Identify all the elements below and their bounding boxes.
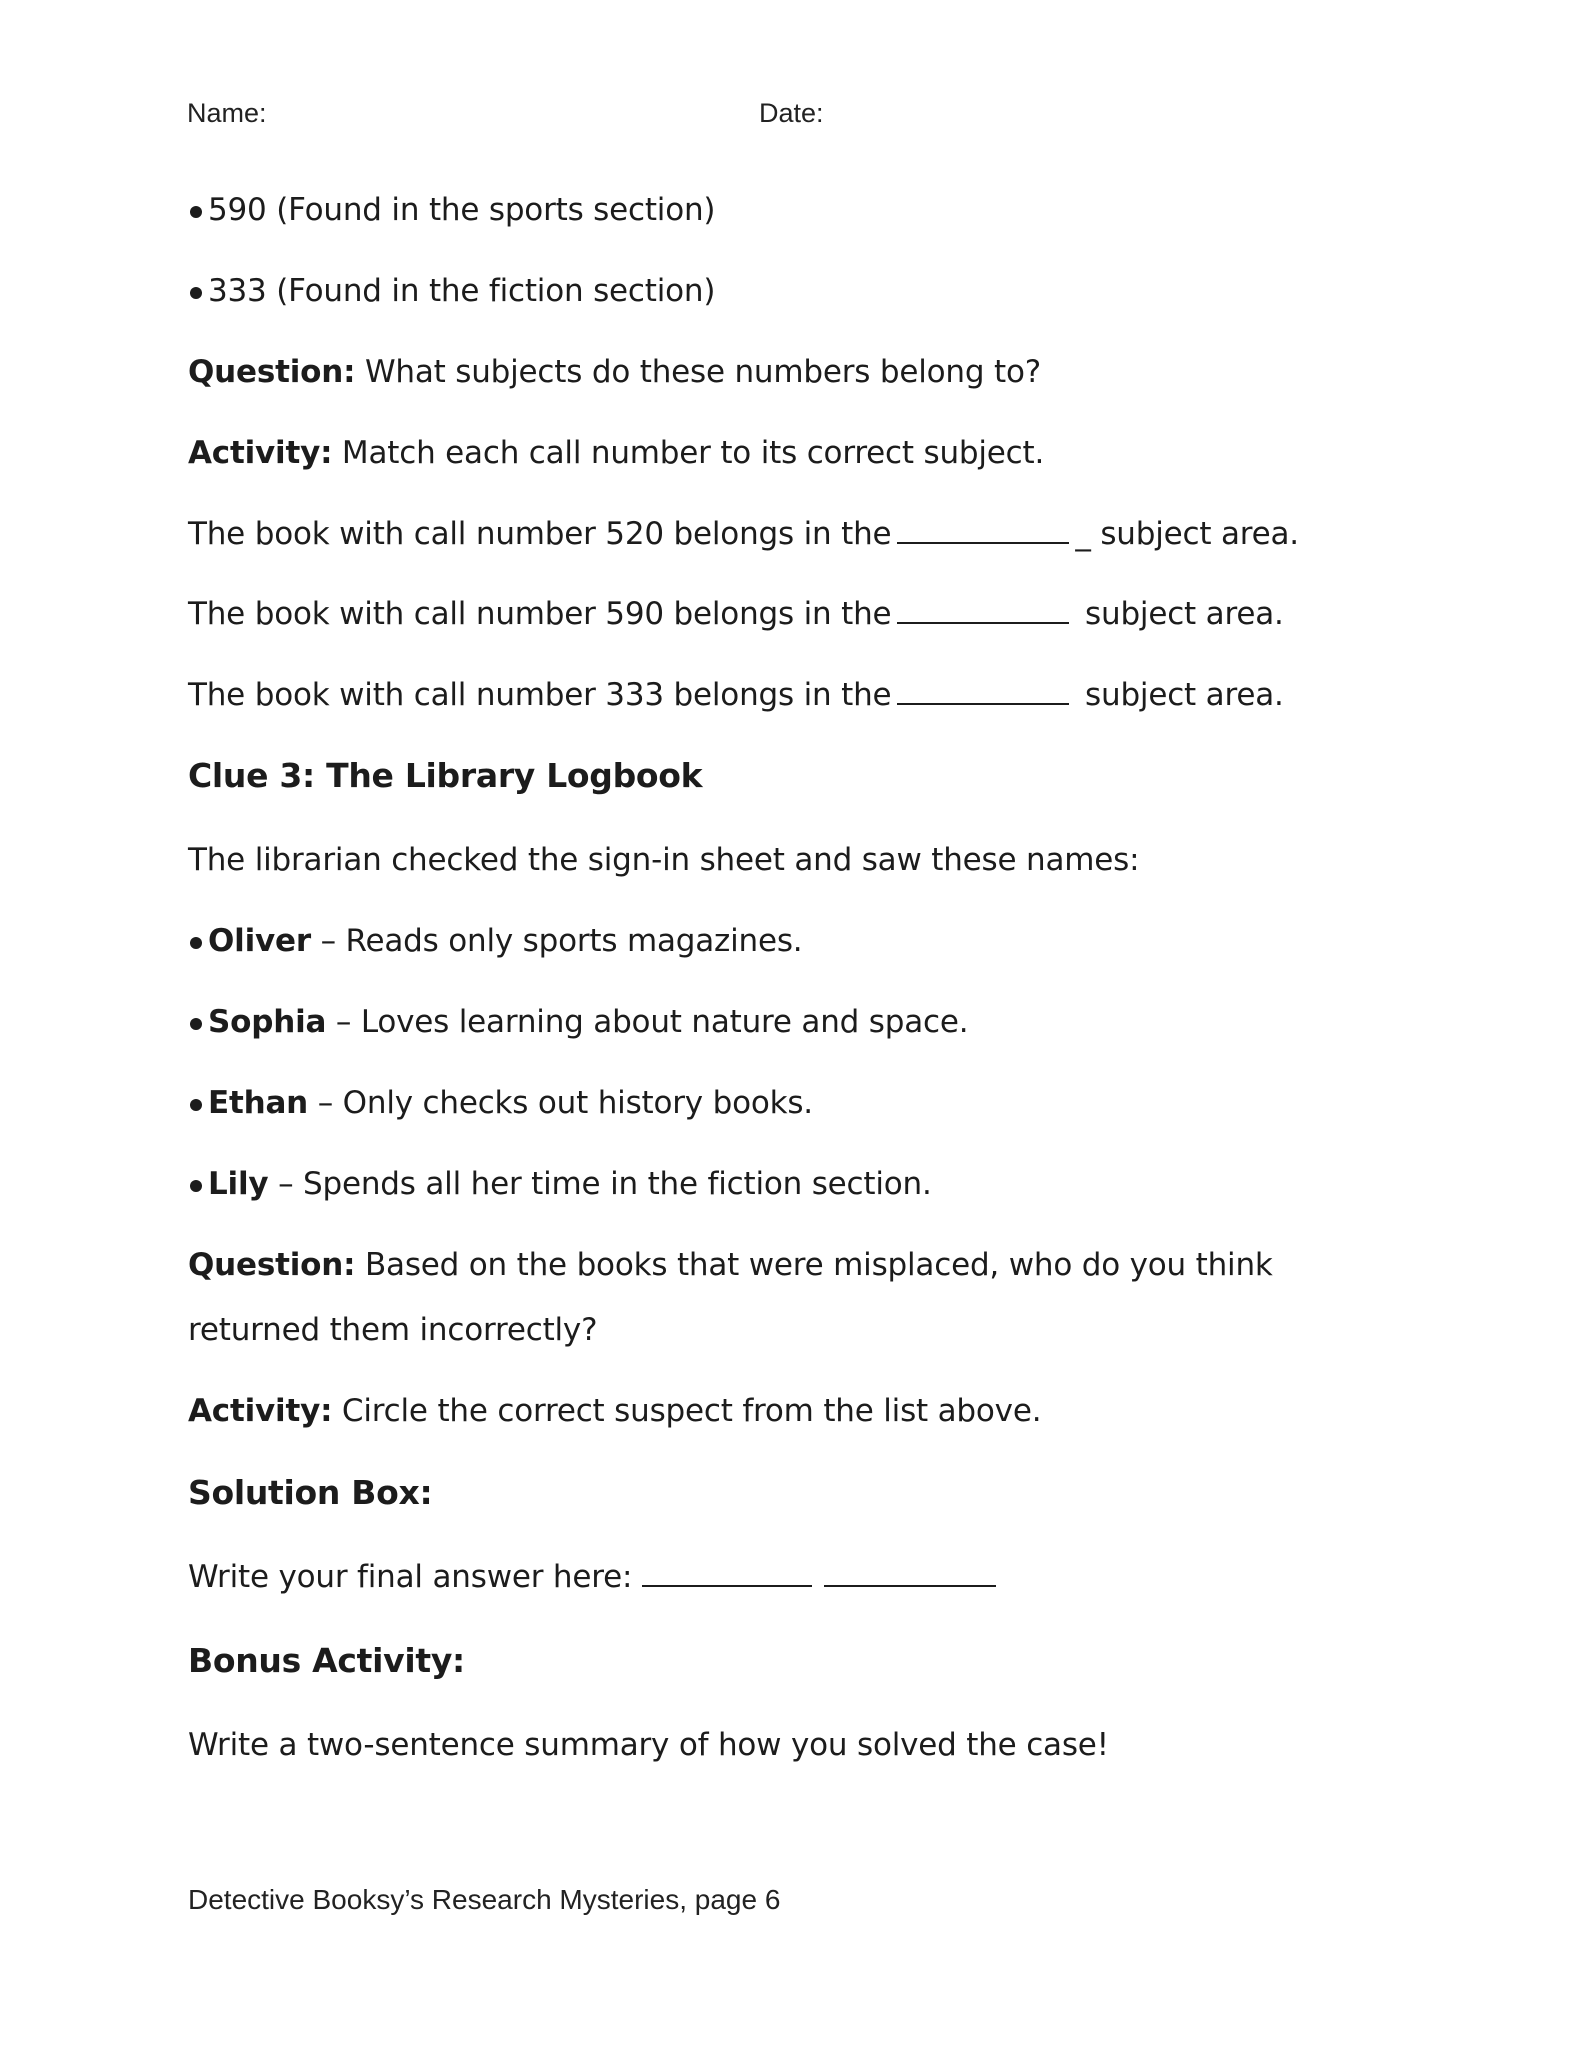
bullet-dot-icon bbox=[190, 206, 202, 218]
question-text-line-1: Based on the books that were misplaced, who do you think bbox=[355, 1247, 1273, 1283]
answer-blank[interactable] bbox=[897, 594, 1069, 624]
question-1 bbox=[188, 352, 1041, 392]
suspect-name: Ethan bbox=[208, 1085, 309, 1121]
activity-2 bbox=[188, 1391, 1041, 1431]
suspect-name: Lily bbox=[208, 1166, 269, 1202]
match-suffix: subject area. bbox=[1075, 677, 1284, 713]
clue-3-heading: Clue 3: The Library Logbook bbox=[188, 756, 703, 795]
page-footer: Detective Booksy’s Research Mysteries, page 6 bbox=[188, 1884, 781, 1915]
solution-line bbox=[188, 1557, 1002, 1597]
bullet-dot-icon bbox=[190, 937, 202, 949]
question-label: Question: bbox=[188, 354, 356, 390]
bullet-text: 333 (Found in the fiction section) bbox=[208, 273, 716, 309]
suspect-name: Oliver bbox=[208, 923, 311, 959]
bullet-dot-icon bbox=[190, 287, 202, 299]
question-text-line-2: returned them incorrectly? bbox=[188, 1312, 598, 1348]
solution-heading: Solution Box: bbox=[188, 1473, 433, 1512]
suspect-name: Sophia bbox=[208, 1004, 327, 1040]
answer-blank[interactable] bbox=[897, 514, 1069, 544]
activity-1 bbox=[188, 433, 1044, 473]
suspect-item bbox=[188, 1164, 932, 1204]
bonus-text: Write a two-sentence summary of how you solved the case! bbox=[188, 1727, 1109, 1763]
match-suffix: _ subject area. bbox=[1075, 516, 1299, 552]
question-text: What subjects do these numbers belong to? bbox=[355, 354, 1041, 390]
match-line-333 bbox=[188, 675, 1284, 715]
question-2 bbox=[188, 1245, 1273, 1285]
suspect-desc: – Loves learning about nature and space. bbox=[326, 1004, 969, 1040]
activity-label: Activity: bbox=[188, 1393, 333, 1429]
suspect-desc: – Only checks out history books. bbox=[308, 1085, 813, 1121]
name-label: Name: bbox=[187, 98, 267, 128]
final-answer-blank[interactable] bbox=[824, 1557, 996, 1587]
match-prefix: The book with call number 333 belongs in the bbox=[188, 677, 892, 713]
answer-blank[interactable] bbox=[897, 675, 1069, 705]
activity-text: Match each call number to its correct subject. bbox=[332, 435, 1045, 471]
clue-3-intro: The librarian checked the sign-in sheet and saw these names: bbox=[188, 842, 1140, 878]
suspect-item bbox=[188, 1083, 813, 1123]
match-line-590 bbox=[188, 594, 1284, 634]
suspect-desc: – Spends all her time in the fiction section. bbox=[268, 1166, 932, 1202]
suspect-item bbox=[188, 1002, 968, 1042]
activity-text: Circle the correct suspect from the list above. bbox=[332, 1393, 1042, 1429]
match-suffix: subject area. bbox=[1075, 596, 1284, 632]
suspect-desc: – Reads only sports magazines. bbox=[310, 923, 803, 959]
bullet-dot-icon bbox=[190, 1018, 202, 1030]
bonus-heading: Bonus Activity: bbox=[188, 1641, 465, 1680]
match-prefix: The book with call number 590 belongs in the bbox=[188, 596, 892, 632]
bullet-dot-icon bbox=[190, 1099, 202, 1111]
bullet-item bbox=[188, 271, 715, 311]
activity-label: Activity: bbox=[188, 435, 333, 471]
suspect-item bbox=[188, 921, 802, 961]
solution-prompt: Write your final answer here: bbox=[188, 1559, 633, 1595]
match-prefix: The book with call number 520 belongs in the bbox=[188, 516, 892, 552]
bullet-item bbox=[188, 190, 715, 230]
final-answer-blank[interactable] bbox=[642, 1557, 812, 1587]
question-label: Question: bbox=[188, 1247, 356, 1283]
bullet-dot-icon bbox=[190, 1180, 202, 1192]
match-line-520 bbox=[188, 514, 1299, 554]
bullet-text: 590 (Found in the sports section) bbox=[208, 192, 716, 228]
date-label: Date: bbox=[759, 98, 824, 128]
